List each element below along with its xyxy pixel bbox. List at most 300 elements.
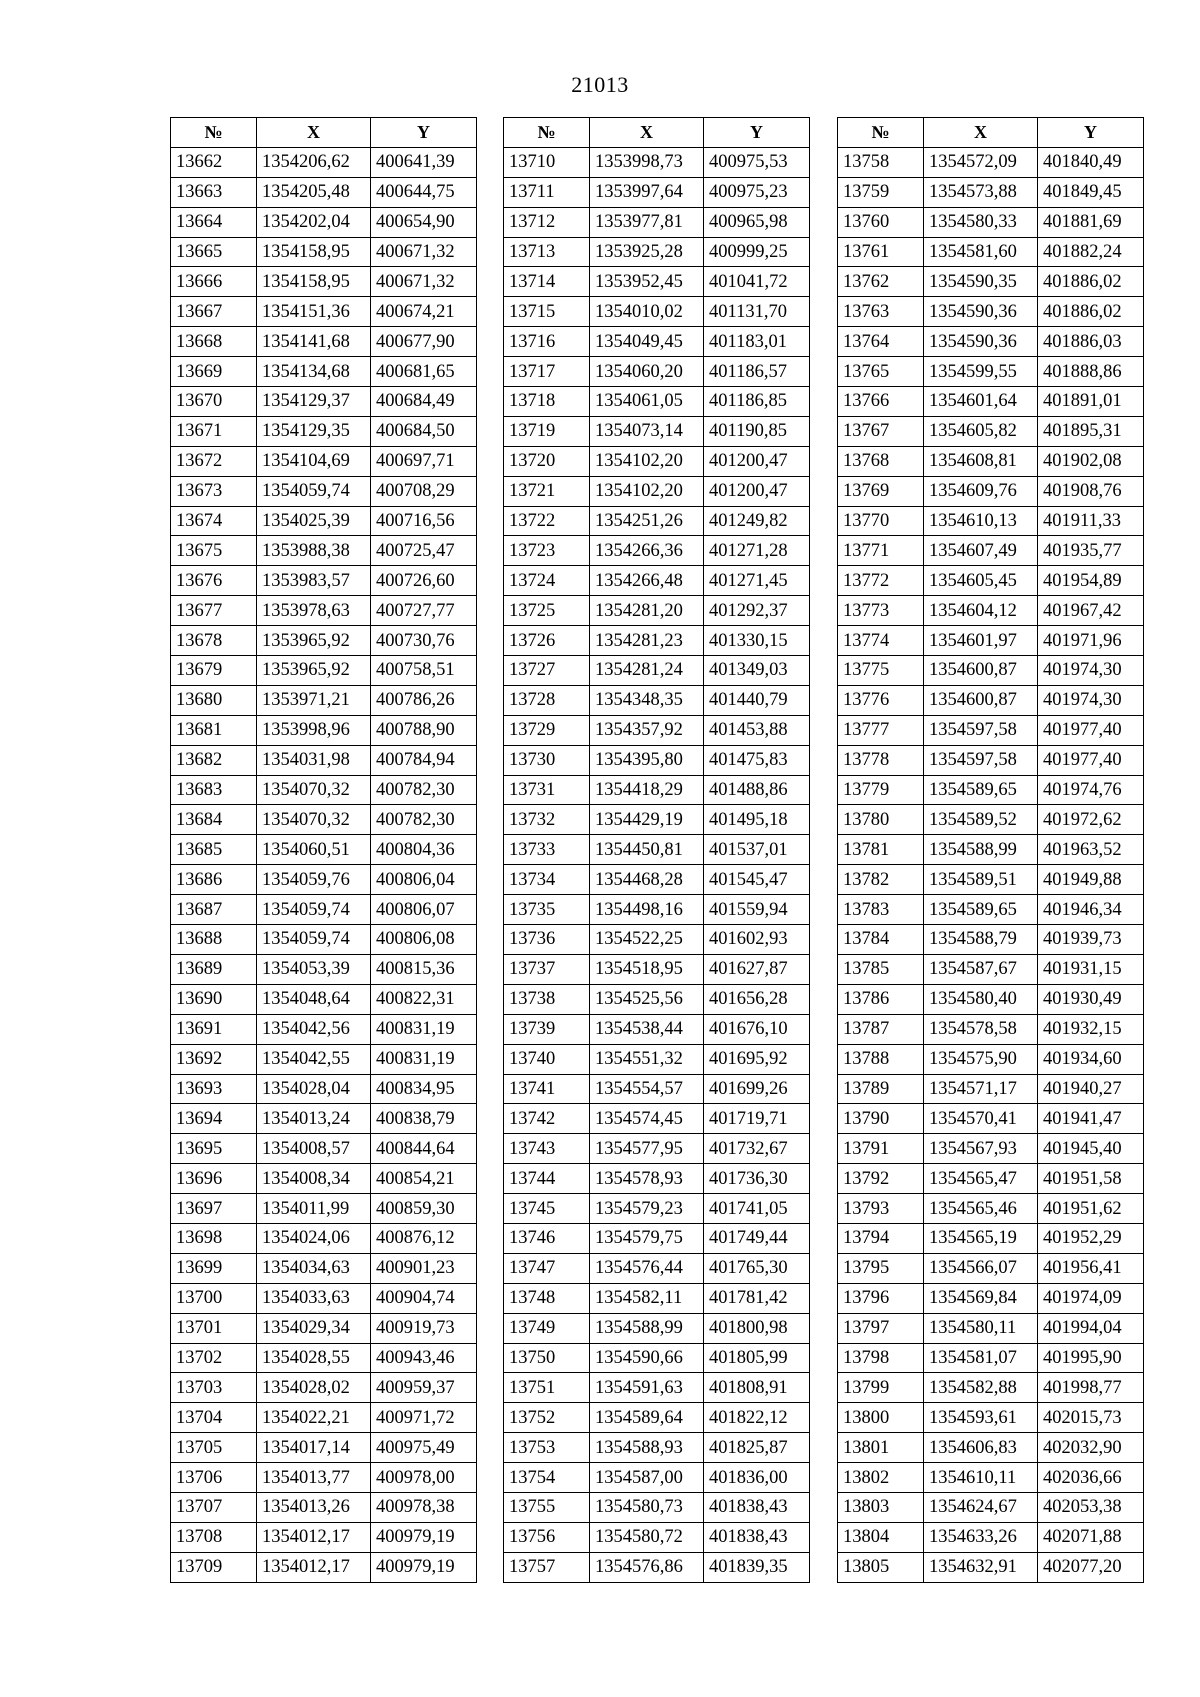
- x-coordinate-cell: 1354059,74: [257, 895, 371, 925]
- point-number-cell: 13780: [838, 805, 924, 835]
- point-number-cell: 13741: [504, 1074, 590, 1104]
- x-coordinate-cell: 1354579,75: [590, 1223, 704, 1253]
- y-coordinate-cell: 401995,90: [1038, 1343, 1144, 1373]
- point-number-cell: 13783: [838, 895, 924, 925]
- x-coordinate-cell: 1354581,07: [924, 1343, 1038, 1373]
- point-number-cell: 13708: [171, 1522, 257, 1552]
- point-number-cell: 13687: [171, 895, 257, 925]
- point-number-cell: 13744: [504, 1164, 590, 1194]
- x-coordinate-cell: 1354348,35: [590, 685, 704, 715]
- x-coordinate-cell: 1354205,48: [257, 177, 371, 207]
- table-row: [838, 805, 1144, 835]
- x-coordinate-cell: 1354013,26: [257, 1492, 371, 1522]
- x-coordinate-cell: 1354572,09: [924, 147, 1038, 177]
- x-coordinate-cell: 1354013,24: [257, 1104, 371, 1134]
- x-coordinate-cell: 1354600,87: [924, 685, 1038, 715]
- point-number-cell: 13678: [171, 626, 257, 656]
- table-row: [838, 357, 1144, 387]
- x-coordinate-cell: 1354566,07: [924, 1253, 1038, 1283]
- table-row: [504, 745, 810, 775]
- y-coordinate-cell: 400806,08: [371, 925, 477, 955]
- point-number-cell: 13763: [838, 297, 924, 327]
- x-coordinate-cell: 1354281,23: [590, 626, 704, 656]
- point-number-cell: 13683: [171, 775, 257, 805]
- table-row: [504, 656, 810, 686]
- x-coordinate-cell: 1354429,19: [590, 805, 704, 835]
- point-number-cell: 13667: [171, 297, 257, 327]
- point-number-cell: 13679: [171, 656, 257, 686]
- header-x: X: [924, 118, 1038, 148]
- x-coordinate-cell: 1354042,55: [257, 1044, 371, 1074]
- y-coordinate-cell: 401271,45: [704, 566, 810, 596]
- point-number-cell: 13772: [838, 566, 924, 596]
- x-coordinate-cell: 1354012,17: [257, 1522, 371, 1552]
- x-coordinate-cell: 1354025,39: [257, 506, 371, 536]
- table-row: [504, 715, 810, 745]
- coordinates-table-3: [837, 117, 1144, 1583]
- table-row: [171, 147, 477, 177]
- table-row: [171, 1223, 477, 1253]
- table-row: [171, 984, 477, 1014]
- point-number-cell: 13799: [838, 1373, 924, 1403]
- x-coordinate-cell: 1354029,34: [257, 1313, 371, 1343]
- table-row: [504, 147, 810, 177]
- table-row: [171, 1373, 477, 1403]
- y-coordinate-cell: 401719,71: [704, 1104, 810, 1134]
- point-number-cell: 13692: [171, 1044, 257, 1074]
- x-coordinate-cell: 1354590,36: [924, 297, 1038, 327]
- point-number-cell: 13686: [171, 865, 257, 895]
- x-coordinate-cell: 1354605,45: [924, 566, 1038, 596]
- x-coordinate-cell: 1354525,56: [590, 984, 704, 1014]
- x-coordinate-cell: 1354060,20: [590, 357, 704, 387]
- table-row: [838, 835, 1144, 865]
- x-coordinate-cell: 1354582,88: [924, 1373, 1038, 1403]
- y-coordinate-cell: 401888,86: [1038, 357, 1144, 387]
- table-row: [171, 237, 477, 267]
- table-row: [838, 1373, 1144, 1403]
- x-coordinate-cell: 1354580,11: [924, 1313, 1038, 1343]
- point-number-cell: 13791: [838, 1134, 924, 1164]
- point-number-cell: 13766: [838, 387, 924, 417]
- x-coordinate-cell: 1354011,99: [257, 1194, 371, 1224]
- x-coordinate-cell: 1354551,32: [590, 1044, 704, 1074]
- point-number-cell: 13788: [838, 1044, 924, 1074]
- x-coordinate-cell: 1354573,88: [924, 177, 1038, 207]
- point-number-cell: 13793: [838, 1194, 924, 1224]
- y-coordinate-cell: 401271,28: [704, 536, 810, 566]
- y-coordinate-cell: 400838,79: [371, 1104, 477, 1134]
- point-number-cell: 13802: [838, 1463, 924, 1493]
- y-coordinate-cell: 400979,19: [371, 1522, 477, 1552]
- x-coordinate-cell: 1354158,95: [257, 237, 371, 267]
- table-row: [171, 1403, 477, 1433]
- table-row: [838, 536, 1144, 566]
- table-row: [171, 1283, 477, 1313]
- x-coordinate-cell: 1354574,45: [590, 1104, 704, 1134]
- y-coordinate-cell: 400758,51: [371, 656, 477, 686]
- table-row: [838, 984, 1144, 1014]
- point-number-cell: 13710: [504, 147, 590, 177]
- table-row: [504, 1044, 810, 1074]
- table-row: [838, 745, 1144, 775]
- x-coordinate-cell: 1354134,68: [257, 357, 371, 387]
- y-coordinate-cell: 401805,99: [704, 1343, 810, 1373]
- y-coordinate-cell: 401349,03: [704, 656, 810, 686]
- y-coordinate-cell: 400959,37: [371, 1373, 477, 1403]
- x-coordinate-cell: 1353998,96: [257, 715, 371, 745]
- x-coordinate-cell: 1354266,36: [590, 536, 704, 566]
- y-coordinate-cell: 401440,79: [704, 685, 810, 715]
- y-coordinate-cell: 401932,15: [1038, 1014, 1144, 1044]
- y-coordinate-cell: 401891,01: [1038, 387, 1144, 417]
- table-row: [504, 805, 810, 835]
- y-coordinate-cell: 401475,83: [704, 745, 810, 775]
- table-row: [504, 895, 810, 925]
- table-row: [504, 1552, 810, 1582]
- x-coordinate-cell: 1354059,74: [257, 476, 371, 506]
- x-coordinate-cell: 1353988,38: [257, 536, 371, 566]
- y-coordinate-cell: 401931,15: [1038, 954, 1144, 984]
- y-coordinate-cell: 400681,65: [371, 357, 477, 387]
- x-coordinate-cell: 1354589,52: [924, 805, 1038, 835]
- y-coordinate-cell: 400804,36: [371, 835, 477, 865]
- y-coordinate-cell: 401935,77: [1038, 536, 1144, 566]
- x-coordinate-cell: 1354565,19: [924, 1223, 1038, 1253]
- table-row: [171, 1343, 477, 1373]
- y-coordinate-cell: 401183,01: [704, 327, 810, 357]
- table-row: [838, 1074, 1144, 1104]
- y-coordinate-cell: 402077,20: [1038, 1552, 1144, 1582]
- coordinates-table-2: [503, 117, 810, 1583]
- y-coordinate-cell: 402053,38: [1038, 1492, 1144, 1522]
- x-coordinate-cell: 1354606,83: [924, 1433, 1038, 1463]
- header-num: №: [504, 118, 590, 148]
- table-row: [838, 1433, 1144, 1463]
- table-row: [171, 327, 477, 357]
- table-row: [838, 1313, 1144, 1343]
- x-coordinate-cell: 1354580,33: [924, 207, 1038, 237]
- table-row: [838, 656, 1144, 686]
- table-row: [171, 536, 477, 566]
- point-number-cell: 13790: [838, 1104, 924, 1134]
- point-number-cell: 13695: [171, 1134, 257, 1164]
- y-coordinate-cell: 401249,82: [704, 506, 810, 536]
- header-num: №: [171, 118, 257, 148]
- y-coordinate-cell: 401998,77: [1038, 1373, 1144, 1403]
- point-number-cell: 13758: [838, 147, 924, 177]
- point-number-cell: 13681: [171, 715, 257, 745]
- point-number-cell: 13723: [504, 536, 590, 566]
- table-row: [171, 1164, 477, 1194]
- table-row: [838, 596, 1144, 626]
- y-coordinate-cell: 400730,76: [371, 626, 477, 656]
- x-coordinate-cell: 1354576,86: [590, 1552, 704, 1582]
- table-row: [504, 685, 810, 715]
- x-coordinate-cell: 1354590,66: [590, 1343, 704, 1373]
- table-row: [504, 327, 810, 357]
- table-row: [838, 1104, 1144, 1134]
- table-row: [838, 1283, 1144, 1313]
- table-row: [838, 387, 1144, 417]
- y-coordinate-cell: 401656,28: [704, 984, 810, 1014]
- table-row: [838, 865, 1144, 895]
- point-number-cell: 13781: [838, 835, 924, 865]
- point-number-cell: 13742: [504, 1104, 590, 1134]
- x-coordinate-cell: 1354588,99: [924, 835, 1038, 865]
- y-coordinate-cell: 401946,34: [1038, 895, 1144, 925]
- x-coordinate-cell: 1354610,11: [924, 1463, 1038, 1493]
- y-coordinate-cell: 401941,47: [1038, 1104, 1144, 1134]
- table-row: [504, 1194, 810, 1224]
- x-coordinate-cell: 1354580,72: [590, 1522, 704, 1552]
- table-row: [504, 596, 810, 626]
- y-coordinate-cell: 400979,19: [371, 1552, 477, 1582]
- table-row: [171, 656, 477, 686]
- point-number-cell: 13715: [504, 297, 590, 327]
- x-coordinate-cell: 1354450,81: [590, 835, 704, 865]
- x-coordinate-cell: 1354070,32: [257, 805, 371, 835]
- table-row: [838, 207, 1144, 237]
- x-coordinate-cell: 1354049,45: [590, 327, 704, 357]
- table-body: [838, 147, 1144, 1582]
- x-coordinate-cell: 1354522,25: [590, 925, 704, 955]
- table-row: [838, 1044, 1144, 1074]
- y-coordinate-cell: 400854,21: [371, 1164, 477, 1194]
- y-coordinate-cell: 401736,30: [704, 1164, 810, 1194]
- table-row: [171, 207, 477, 237]
- table-row: [504, 1343, 810, 1373]
- table-row: [838, 147, 1144, 177]
- point-number-cell: 13743: [504, 1134, 590, 1164]
- point-number-cell: 13746: [504, 1223, 590, 1253]
- point-number-cell: 13759: [838, 177, 924, 207]
- x-coordinate-cell: 1354589,64: [590, 1403, 704, 1433]
- y-coordinate-cell: 401822,12: [704, 1403, 810, 1433]
- point-number-cell: 13767: [838, 416, 924, 446]
- x-coordinate-cell: 1354565,47: [924, 1164, 1038, 1194]
- table-row: [171, 476, 477, 506]
- y-coordinate-cell: 400671,32: [371, 267, 477, 297]
- table-row: [504, 506, 810, 536]
- table-row: [171, 566, 477, 596]
- y-coordinate-cell: 401951,58: [1038, 1164, 1144, 1194]
- table-row: [504, 237, 810, 267]
- table-row: [838, 416, 1144, 446]
- table-row: [171, 1014, 477, 1044]
- table-row: [171, 1134, 477, 1164]
- table-row: [504, 1164, 810, 1194]
- y-coordinate-cell: 401994,04: [1038, 1313, 1144, 1343]
- x-coordinate-cell: 1354024,06: [257, 1223, 371, 1253]
- x-coordinate-cell: 1354600,87: [924, 656, 1038, 686]
- y-coordinate-cell: 400726,60: [371, 566, 477, 596]
- point-number-cell: 13770: [838, 506, 924, 536]
- y-coordinate-cell: 401963,52: [1038, 835, 1144, 865]
- x-coordinate-cell: 1354588,93: [590, 1433, 704, 1463]
- table-row: [504, 1433, 810, 1463]
- table-row: [504, 626, 810, 656]
- table-row: [171, 715, 477, 745]
- point-number-cell: 13771: [838, 536, 924, 566]
- point-number-cell: 13779: [838, 775, 924, 805]
- x-coordinate-cell: 1354395,80: [590, 745, 704, 775]
- table-body: [171, 147, 477, 1582]
- point-number-cell: 13701: [171, 1313, 257, 1343]
- point-number-cell: 13722: [504, 506, 590, 536]
- table-row: [171, 1044, 477, 1074]
- point-number-cell: 13751: [504, 1373, 590, 1403]
- y-coordinate-cell: 401886,03: [1038, 327, 1144, 357]
- point-number-cell: 13693: [171, 1074, 257, 1104]
- header-x: X: [257, 118, 371, 148]
- x-coordinate-cell: 1353997,64: [590, 177, 704, 207]
- y-coordinate-cell: 400831,19: [371, 1014, 477, 1044]
- y-coordinate-cell: 401186,57: [704, 357, 810, 387]
- point-number-cell: 13801: [838, 1433, 924, 1463]
- point-number-cell: 13785: [838, 954, 924, 984]
- point-number-cell: 13702: [171, 1343, 257, 1373]
- point-number-cell: 13698: [171, 1223, 257, 1253]
- table-row: [171, 506, 477, 536]
- x-coordinate-cell: 1354571,17: [924, 1074, 1038, 1104]
- table-row: [838, 446, 1144, 476]
- x-coordinate-cell: 1354538,44: [590, 1014, 704, 1044]
- table-body: [504, 147, 810, 1582]
- point-number-cell: 13674: [171, 506, 257, 536]
- x-coordinate-cell: 1354013,77: [257, 1463, 371, 1493]
- y-coordinate-cell: 400671,32: [371, 237, 477, 267]
- y-coordinate-cell: 401699,26: [704, 1074, 810, 1104]
- point-number-cell: 13739: [504, 1014, 590, 1044]
- table-row: [171, 267, 477, 297]
- y-coordinate-cell: 401974,30: [1038, 685, 1144, 715]
- point-number-cell: 13776: [838, 685, 924, 715]
- y-coordinate-cell: 400788,90: [371, 715, 477, 745]
- point-number-cell: 13677: [171, 596, 257, 626]
- point-number-cell: 13784: [838, 925, 924, 955]
- x-coordinate-cell: 1354569,84: [924, 1283, 1038, 1313]
- y-coordinate-cell: 400677,90: [371, 327, 477, 357]
- table-row: [838, 1014, 1144, 1044]
- table-header-row: [504, 118, 810, 148]
- y-coordinate-cell: 401781,42: [704, 1283, 810, 1313]
- y-coordinate-cell: 401911,33: [1038, 506, 1144, 536]
- y-coordinate-cell: 400943,46: [371, 1343, 477, 1373]
- x-coordinate-cell: 1354587,67: [924, 954, 1038, 984]
- y-coordinate-cell: 402015,73: [1038, 1403, 1144, 1433]
- x-coordinate-cell: 1354129,37: [257, 387, 371, 417]
- y-coordinate-cell: 401977,40: [1038, 745, 1144, 775]
- table-row: [504, 416, 810, 446]
- table-row: [504, 1104, 810, 1134]
- table-row: [838, 327, 1144, 357]
- point-number-cell: 13670: [171, 387, 257, 417]
- table-row: [171, 1492, 477, 1522]
- y-coordinate-cell: 401741,05: [704, 1194, 810, 1224]
- table-row: [171, 446, 477, 476]
- table-row: [171, 925, 477, 955]
- table-row: [504, 446, 810, 476]
- y-coordinate-cell: 401967,42: [1038, 596, 1144, 626]
- point-number-cell: 13685: [171, 835, 257, 865]
- table-row: [171, 954, 477, 984]
- point-number-cell: 13805: [838, 1552, 924, 1582]
- y-coordinate-cell: 401545,47: [704, 865, 810, 895]
- point-number-cell: 13663: [171, 177, 257, 207]
- point-number-cell: 13732: [504, 805, 590, 835]
- point-number-cell: 13704: [171, 1403, 257, 1433]
- x-coordinate-cell: 1354059,76: [257, 865, 371, 895]
- table-row: [838, 685, 1144, 715]
- table-row: [838, 177, 1144, 207]
- point-number-cell: 13721: [504, 476, 590, 506]
- y-coordinate-cell: 401972,62: [1038, 805, 1144, 835]
- table-row: [838, 237, 1144, 267]
- table-row: [504, 925, 810, 955]
- y-coordinate-cell: 400684,50: [371, 416, 477, 446]
- x-coordinate-cell: 1354578,58: [924, 1014, 1038, 1044]
- table-row: [171, 416, 477, 446]
- y-coordinate-cell: 400975,23: [704, 177, 810, 207]
- x-coordinate-cell: 1353965,92: [257, 626, 371, 656]
- x-coordinate-cell: 1354012,17: [257, 1552, 371, 1582]
- point-number-cell: 13665: [171, 237, 257, 267]
- y-coordinate-cell: 400965,98: [704, 207, 810, 237]
- y-coordinate-cell: 401808,91: [704, 1373, 810, 1403]
- x-coordinate-cell: 1354588,99: [590, 1313, 704, 1343]
- y-coordinate-cell: 400782,30: [371, 775, 477, 805]
- x-coordinate-cell: 1354061,05: [590, 387, 704, 417]
- table-row: [504, 387, 810, 417]
- table-row: [504, 954, 810, 984]
- point-number-cell: 13800: [838, 1403, 924, 1433]
- y-coordinate-cell: 401945,40: [1038, 1134, 1144, 1164]
- y-coordinate-cell: 400975,49: [371, 1433, 477, 1463]
- y-coordinate-cell: 401732,67: [704, 1134, 810, 1164]
- y-coordinate-cell: 401825,87: [704, 1433, 810, 1463]
- point-number-cell: 13792: [838, 1164, 924, 1194]
- point-number-cell: 13769: [838, 476, 924, 506]
- page-number: 21013: [571, 72, 629, 97]
- table-row: [504, 1492, 810, 1522]
- table-row: [171, 1433, 477, 1463]
- point-number-cell: 13720: [504, 446, 590, 476]
- point-number-cell: 13757: [504, 1552, 590, 1582]
- point-number-cell: 13753: [504, 1433, 590, 1463]
- x-coordinate-cell: 1354202,04: [257, 207, 371, 237]
- point-number-cell: 13727: [504, 656, 590, 686]
- y-coordinate-cell: 401602,93: [704, 925, 810, 955]
- x-coordinate-cell: 1354060,51: [257, 835, 371, 865]
- point-number-cell: 13787: [838, 1014, 924, 1044]
- y-coordinate-cell: 400806,04: [371, 865, 477, 895]
- point-number-cell: 13777: [838, 715, 924, 745]
- x-coordinate-cell: 1354580,40: [924, 984, 1038, 1014]
- y-coordinate-cell: 401882,24: [1038, 237, 1144, 267]
- header-x: X: [590, 118, 704, 148]
- x-coordinate-cell: 1354053,39: [257, 954, 371, 984]
- x-coordinate-cell: 1354589,65: [924, 775, 1038, 805]
- x-coordinate-cell: 1354059,74: [257, 925, 371, 955]
- y-coordinate-cell: 400725,47: [371, 536, 477, 566]
- table-row: [171, 1522, 477, 1552]
- point-number-cell: 13752: [504, 1403, 590, 1433]
- y-coordinate-cell: 401849,45: [1038, 177, 1144, 207]
- x-coordinate-cell: 1354033,63: [257, 1283, 371, 1313]
- point-number-cell: 13728: [504, 685, 590, 715]
- point-number-cell: 13714: [504, 267, 590, 297]
